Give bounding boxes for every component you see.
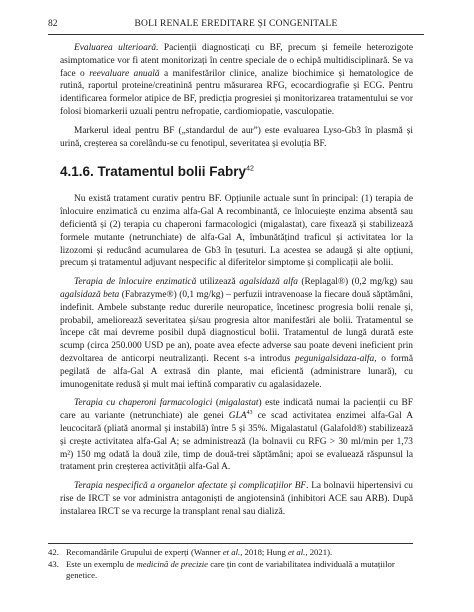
footnote-text	[66, 547, 332, 559]
paragraph-evaluation	[60, 42, 413, 119]
italic-term: reevaluare anuală	[89, 68, 160, 79]
footnote	[48, 547, 413, 559]
text-run: Pacienții diagnosticați cu BF, precum și femeile heterozigote asimptomatice vor fi atent monitorizați în centre speciale de o echipă multidisciplinară. Se va face o	[60, 43, 413, 79]
italic-term: Evaluarea ulterioară.	[74, 43, 159, 53]
italic-term: agalsidază alfa	[239, 277, 298, 288]
footnote-number: 42.	[48, 547, 59, 557]
paragraph-nonspecific-therapy	[60, 480, 413, 518]
text-run: Este un exemplu de	[66, 558, 137, 569]
running-header	[48, 18, 424, 35]
paragraph-enzyme-therapy	[60, 276, 413, 391]
body-text	[60, 42, 413, 525]
text-run: ce scad activitatea enzimei alfa-Gal A leucocitară (pliată anormal și instabilă) între 5 și 35%. Migalastatul (Galafold®) stabilizează și crește activitatea alfa-Gal A; se administrează (la bolnavii cu RFG > 30 ml/min per 1,73 m²) 150 mg odată la două zile, timp de două-trei săptămâni; apoi se evaluează răspunsul la tratament prin creșterea activității alfa-Gal A.	[60, 411, 413, 473]
italic-term: Terapia cu chaperoni farmacologici	[74, 398, 213, 409]
text-run: (	[212, 398, 219, 409]
text-run: (Fabrazyme®) (0,1 mg/kg) – perfuzii intravenoase la fiecare două săptămâni, indefinit. Ambele substanțe reduc durerile neuropatice, încetinesc progresia bolii renale și, probabil, ameliorează severitatea și/sau progresia altor manifestări ale bolii. Tratamentul se începe cât mai devreme posibil după diagnosticul bolii. Tratamentul de lungă durată este scump (circa 250.000 USD pe an), poate avea efecte adverse sau poate deveni ineficient prin dezvoltarea de anticorpi neutralizanți. Recent s-a introdus	[60, 289, 413, 364]
italic-term: medicină de precizie	[136, 558, 209, 569]
paragraph-options: Nu există tratament curativ pentru BF. Opțiunile actuale sunt în principal: (1) terapia de înlocuire enzimatică cu enzima alfa-Gal A recombinantă, ce înlocuiește enzima absentă sau deficientă și (2) terapia cu chaperoni farmacologici (migalastat), care fixează și stabilizează formele mutante (netrunchiate) de alfa-Gal A, îmbunătățind traficul și activitatea lor la lizozomi și reducând acumularea de Gb3 în țesuturi. La acestea se adaugă și alte opțiuni, precum și tratamentul adjuvant nespecific al diferitelor simptome și complicații ale bolii.	[60, 194, 413, 269]
italic-term: Terapia de înlocuire enzimatică	[74, 277, 197, 288]
text-run: utilizează	[196, 277, 240, 288]
text-run: , 2021).	[305, 547, 333, 557]
footnotes	[48, 543, 413, 582]
running-title: BOLI RENALE EREDITARE ȘI CONGENITALE	[134, 19, 338, 29]
italic-term: pegunigalsidaza-alfa	[295, 353, 375, 364]
text-run: , o formă pegilată de alfa-Gal A extrasă din plante, mai eficientă (administrare lunară), cu imunogenitate redusă și mult mai ieftină comparativ cu agalasidazele.	[60, 353, 413, 390]
footnote-ref: 43	[246, 410, 253, 416]
text-run: a manifestărilor clinice, analize biochimice și hematologice de rutină, raportul proteine/creatinină pentru măsurarea RFG, ecocardiografie și ECG. Pentru identificarea formelor atipice de BF, predicția progresiei și monitorizarea tratamentului se vor folosi biomarkerii uzuali pentru nefropatie, cardiomiopatie, vasculopatie.	[60, 68, 413, 117]
italic-term: GLA	[228, 411, 247, 422]
text-run: care țin cont de variabilitatea individuală a mutațiilor genetice.	[66, 558, 395, 581]
text-run: , 2018; Hung	[240, 547, 288, 557]
paragraph-marker: Markerul ideal pentru BF („standardul de aur”) este evaluarea Lyso-Gb3 în plasmă și urină, creșterea sa corelându-se cu fenotipul, severitatea și evoluția BF.	[60, 125, 413, 149]
page-number: 82	[48, 19, 58, 29]
text-run: . La bolnavii hipertensivi cu rise de IRCT se vor administra antagoniști de angiotensină (inhibitori ACE sau ARB). După instalarea IRCT se va recurge la transplant renal sau dializă.	[60, 481, 413, 517]
text-run: Recomandările Grupului de experți (Wanner	[66, 547, 223, 557]
italic-term: et al.	[287, 547, 306, 557]
italic-term: et al.	[222, 547, 241, 557]
footnote	[48, 559, 413, 582]
footnote-ref: 42	[246, 165, 254, 173]
section-heading	[60, 164, 413, 180]
footnote-text	[66, 559, 413, 582]
section-title: 4.1.6. Tratamentul bolii Fabry	[60, 164, 247, 180]
paragraph-chaperone-therapy	[60, 397, 413, 474]
footnote-number: 43.	[48, 558, 59, 569]
italic-term: agalsidază beta	[60, 289, 120, 300]
italic-term: migalastat	[218, 398, 259, 409]
italic-term: Terapia nespecifică a organelor afectate și complicațiilor BF	[74, 481, 307, 492]
text-run: ) este indicată numai la pacienții cu BF care au variante (netrunchiate) ale genei	[60, 398, 413, 422]
text-run: (Replagal®) (0,2 mg/kg) sau	[297, 277, 413, 288]
